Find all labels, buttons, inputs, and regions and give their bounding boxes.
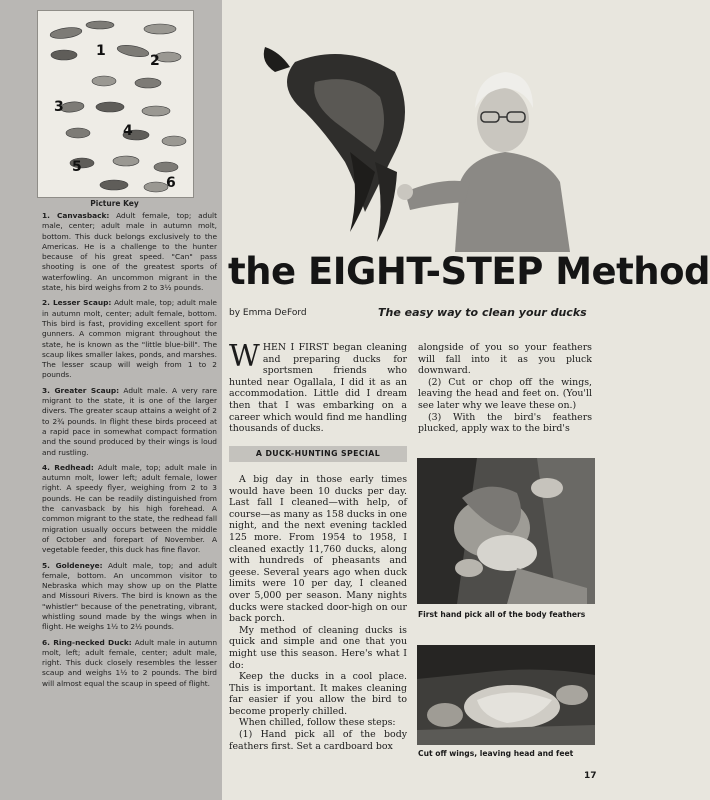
key-text: Adult female, top; adult male, center; adult male in autumn molt, bottom. This duck belongs exclusively to the Americas. He is a challenge to the hunter because of his great speed. "Can" pass shooting is one of the greatest sports of waterfowling. An uncommon migrant in the state, his bird weighs from 2 to 3½ pounds. bbox=[42, 211, 217, 293]
body-paragraph: My method of cleaning ducks is quick and simple and one that you might use this season. Here's what I do: bbox=[229, 624, 407, 671]
duck-illustration-plate bbox=[37, 10, 194, 198]
drop-cap: W bbox=[229, 339, 260, 374]
plate-number-4: 4 bbox=[123, 123, 133, 139]
article-lead-column bbox=[229, 339, 407, 435]
photo-woman-holding-ducks bbox=[255, 42, 585, 252]
key-entry-canvasback bbox=[42, 211, 217, 293]
body-paragraph: (1) Hand pick all of the body feathers first. Set a cardboard box bbox=[229, 729, 407, 752]
article-column-1 bbox=[229, 474, 407, 752]
key-label: 5. Goldeneye: bbox=[42, 560, 103, 570]
plate-number-5: 5 bbox=[72, 159, 82, 175]
key-entry-ring-necked-duck bbox=[42, 638, 217, 689]
key-text: Adult male, top; adult male in autumn molt, center; adult female, bottom. This bird is fast, providing excellent sport for gunners. A common migrant throughout the state, he is known as the "little blue-bill". The scaup likes smaller lakes, ponds, and marshes. The lesser scaup will weigh from 1 to 2 pounds. bbox=[42, 298, 217, 380]
key-entry-greater-scaup bbox=[42, 386, 217, 458]
key-label: 1. Canvasback: bbox=[42, 211, 110, 220]
photo-caption-wings: Cut off wings, leaving head and feet bbox=[418, 749, 574, 758]
key-entry-lesser-scaup bbox=[42, 298, 217, 380]
body-paragraph: (3) With the bird's feathers plucked, apply wax to the bird's bbox=[418, 411, 592, 435]
section-heading-box: A DUCK-HUNTING SPECIAL bbox=[229, 446, 407, 462]
body-paragraph: A big day in those early times would have been 10 ducks per day. Last fall I cleaned—with help, of course—as many as 158 ducks in one night, and the next evening tackled 125 more. From 1954 to 1958, I cleaned exactly 11,760 ducks, along with hundreds of pheasants and geese. Several years ago when duck limits were 10 per day, I cleaned over 5,000 per season. Many nights ducks were stacked door-high on our back porch. bbox=[229, 474, 407, 625]
key-text: Adult male, top; adult male in autumn molt, lower left; adult female, lower right. A speedy flyer, weighing from 2 to 3 pounds. He can be readily distinguished from the canvasback by his high forehead. A common migrant to the state, the redhead fall migration usually occurs between the middle of October and forepart of November. A vegetable feeder, this duck has fine flavor. bbox=[42, 462, 217, 555]
key-entry-goldeneye bbox=[42, 561, 217, 633]
body-paragraph: Keep the ducks in a cool place. This is important. It makes cleaning far easier if you allow the bird to become properly chilled. bbox=[229, 671, 407, 717]
plate-number-3: 3 bbox=[54, 99, 64, 115]
picture-key-list bbox=[42, 211, 217, 694]
duck-drawings bbox=[38, 11, 193, 197]
key-text: Adult male. A very rare migrant to the state, it is one of the larger divers. The greater scaup attains a weight of 2 to 2¾ pounds. In flight these birds proceed at a rapid pace in somewhat compact formation and the sound produced by their wings is loud and rustling. bbox=[42, 385, 217, 457]
plucking-photo-art bbox=[417, 458, 595, 604]
article-title: the EIGHT-STEP Method bbox=[228, 250, 710, 293]
photo-cutting-wings bbox=[417, 645, 595, 745]
plate-number-2: 2 bbox=[150, 53, 160, 69]
lead-text: HEN I FIRST began cleaning and preparing ducks for sportsmen friends who hunted near Ogallala, I did it as an accommodation. Little did I dream then that I was embarking on a career which would find me handling thousands of ducks. bbox=[229, 342, 407, 435]
picture-key-heading: Picture Key bbox=[90, 199, 139, 208]
article-subtitle: The easy way to clean your ducks bbox=[378, 306, 587, 319]
body-paragraph: alongside of you so your feathers will fall into it as you pluck downward. bbox=[418, 342, 592, 377]
article-byline: by Emma DeFord bbox=[229, 308, 307, 318]
page-number: 17 bbox=[584, 771, 597, 781]
key-text: Adult male, top; and adult female, bottom. An uncommon visitor to Nebraska which may show up on the Platte and Missouri Rivers. The bird is known as the "whistler" because of the penetrating, vibrant, whistling sound made by the wings when in flight. He weighs 1½ to 2½ pounds. bbox=[42, 560, 218, 632]
key-label: 6. Ring-necked Duck: bbox=[42, 637, 132, 647]
body-paragraph: When chilled, follow these steps: bbox=[239, 717, 396, 729]
key-text: Adult male in autumn molt, left; adult female, center; adult male, right. This duck closely resembles the lesser scaup and weighs 1½ to 2 pounds. The bird will almost equal the scaup in speed of flight. bbox=[42, 637, 217, 688]
lead-paragraph bbox=[229, 339, 407, 435]
key-label: 3. Greater Scaup: bbox=[42, 385, 120, 395]
photo-plucking-feathers bbox=[417, 458, 595, 604]
plate-number-6: 6 bbox=[166, 175, 176, 191]
photo-caption-pluck: First hand pick all of the body feathers bbox=[418, 610, 586, 619]
article-column-2 bbox=[418, 342, 592, 435]
cutting-photo-art bbox=[417, 645, 595, 745]
key-label: 2. Lesser Scaup: bbox=[42, 298, 112, 308]
plate-number-1: 1 bbox=[96, 43, 106, 59]
hunter-photo-art bbox=[255, 42, 585, 252]
key-label: 4. Redhead: bbox=[42, 462, 94, 472]
key-entry-redhead bbox=[42, 463, 217, 556]
body-paragraph: (2) Cut or chop off the wings, leaving the head and feet on. (You'll see later why we leave these on.) bbox=[418, 376, 592, 411]
